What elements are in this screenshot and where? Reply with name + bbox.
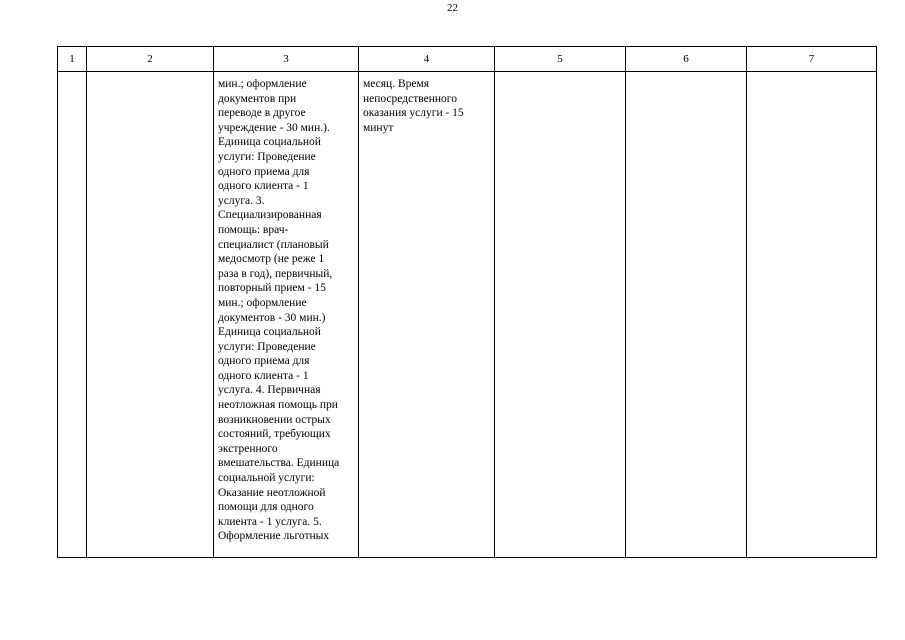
page-number: 22 bbox=[447, 2, 458, 14]
text-line: повторный прием - 15 bbox=[218, 282, 326, 295]
table-row bbox=[58, 72, 877, 558]
column-header-4: 4 bbox=[359, 47, 495, 72]
text-line: одного клиента - 1 bbox=[218, 369, 309, 382]
text-line: Единица социальной bbox=[218, 136, 321, 149]
text-line: клиента - 1 услуга. 5. bbox=[218, 515, 322, 528]
cell-col-3 bbox=[214, 72, 359, 558]
text-line: раза в год), первичный, bbox=[218, 267, 333, 280]
text-line: вмешательства. Единица bbox=[218, 457, 340, 470]
column-header-7: 7 bbox=[747, 47, 877, 72]
column-header-6: 6 bbox=[626, 47, 747, 72]
service-time-text bbox=[359, 72, 494, 135]
cell-col-6 bbox=[626, 72, 747, 558]
text-line: минут bbox=[363, 121, 394, 134]
column-header-3: 3 bbox=[214, 47, 359, 72]
table-header-row bbox=[58, 47, 877, 72]
text-line: документов при bbox=[218, 92, 297, 105]
text-line: переводе в другое bbox=[218, 107, 306, 120]
column-header-5: 5 bbox=[495, 47, 626, 72]
cell-col-7 bbox=[747, 72, 877, 558]
text-line: одного приема для bbox=[218, 165, 310, 178]
text-line: Единица социальной bbox=[218, 326, 321, 339]
document-table bbox=[57, 46, 877, 558]
cell-col-2 bbox=[87, 72, 214, 558]
text-line: социальной услуги: bbox=[218, 472, 315, 485]
text-line: медосмотр (не реже 1 bbox=[218, 253, 325, 266]
text-line: помощи для одного bbox=[218, 501, 314, 514]
column-header-2: 2 bbox=[87, 47, 214, 72]
text-line: помощь: врач- bbox=[218, 223, 289, 236]
cell-col-1 bbox=[58, 72, 87, 558]
text-line: Специализированная bbox=[218, 209, 322, 222]
text-line: одного приема для bbox=[218, 355, 310, 368]
text-line: документов - 30 мин.) bbox=[218, 311, 326, 324]
text-line: услуга. 3. bbox=[218, 194, 265, 207]
text-line: учреждение - 30 мин.). bbox=[218, 121, 330, 134]
column-header-1: 1 bbox=[58, 47, 87, 72]
text-line: мин.; оформление bbox=[218, 296, 307, 309]
text-line: Оказание неотложной bbox=[218, 486, 326, 499]
text-line: услуги: Проведение bbox=[218, 150, 316, 163]
text-line: состояний, требующих bbox=[218, 428, 331, 441]
text-line: месяц. Время bbox=[363, 78, 430, 90]
text-line: оказания услуги - 15 bbox=[363, 107, 464, 120]
text-line: возникновении острых bbox=[218, 413, 331, 426]
text-line: мин.; оформление bbox=[218, 78, 307, 90]
text-line: услуга. 4. Первичная bbox=[218, 384, 321, 397]
text-line: услуги: Проведение bbox=[218, 340, 316, 353]
text-line: Оформление льготных bbox=[218, 530, 330, 543]
text-line: экстренного bbox=[218, 442, 278, 455]
cell-col-4 bbox=[359, 72, 495, 558]
text-line: непосредственного bbox=[363, 92, 457, 105]
text-line: специалист (плановый bbox=[218, 238, 329, 251]
text-line: одного клиента - 1 bbox=[218, 180, 309, 193]
service-description-text bbox=[214, 72, 358, 544]
cell-col-5 bbox=[495, 72, 626, 558]
text-line: неотложная помощь при bbox=[218, 399, 338, 412]
